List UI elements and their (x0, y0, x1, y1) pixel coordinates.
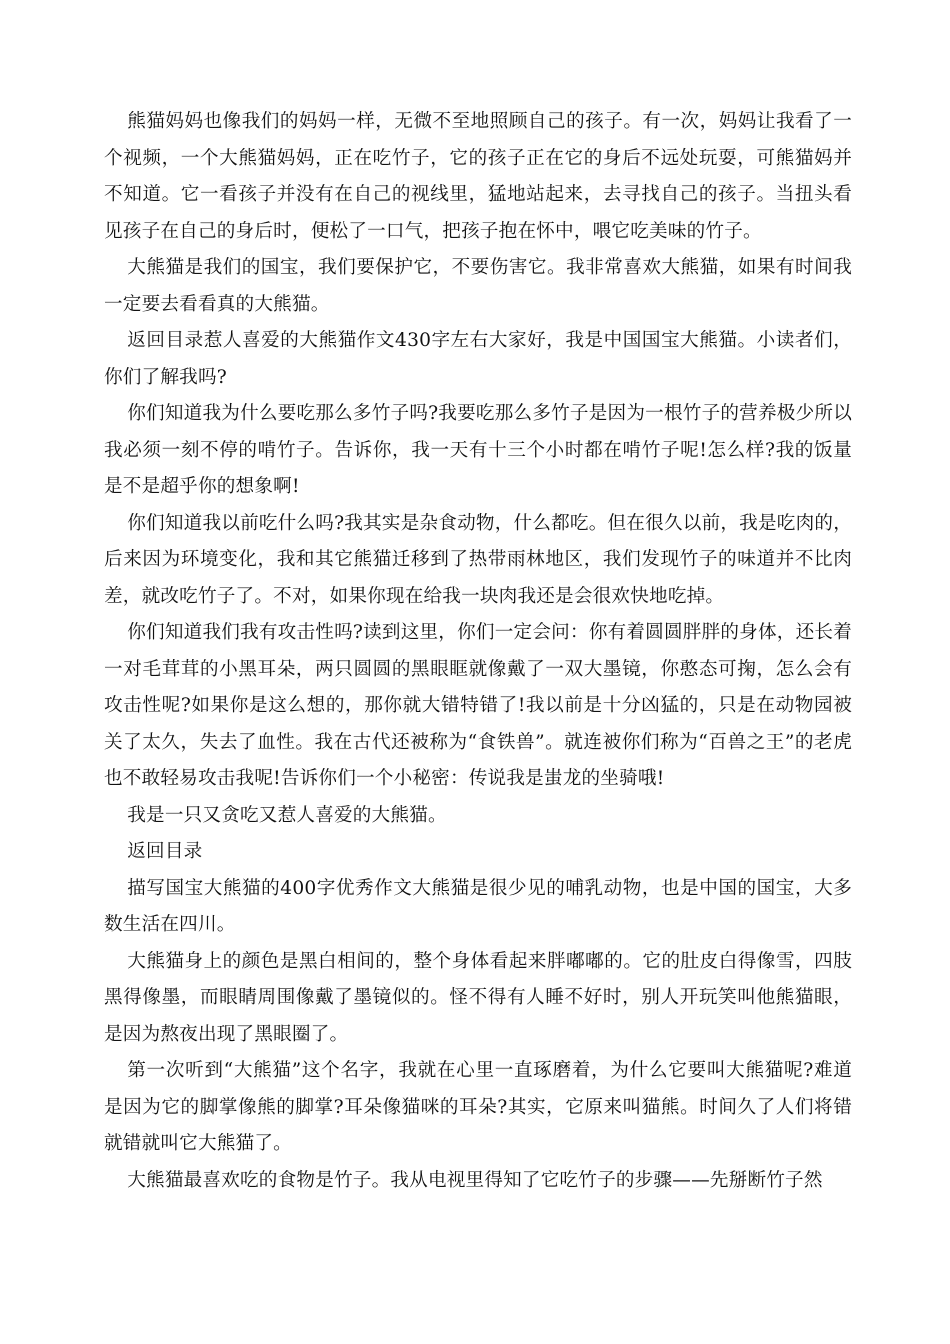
paragraph-10: 大熊猫身上的颜色是黑白相间的，整个身体看起来胖嘟嘟的。它的肚皮白得像雪，四肢黑得像墨，而眼睛周围像戴了墨镜似的。怪不得有人睡不好时，别人开玩笑叫他熊猫眼，是因为熬夜出现了黑眼圈了。 (104, 950, 852, 1045)
paragraph-2: 大熊猫是我们的国宝，我们要保护它，不要伤害它。我非常喜欢大熊猫，如果有时间我一定要去看看真的大熊猫。 (104, 257, 852, 315)
paragraph-7: 我是一只又贪吃又惹人喜爱的大熊猫。 (127, 804, 447, 826)
paragraph-11: 第一次听到“大熊猫”这个名字，我就在心里一直琢磨着，为什么它要叫大熊猫呢?难道是因为它的脚掌像熊的脚掌?耳朵像猫咪的耳朵?其实，它原来叫猫熊。时间久了人们将错就错就叫它大熊猫了。 (104, 1060, 852, 1154)
paragraph-5: 你们知道我以前吃什么吗?我其实是杂食动物，什么都吃。但在很久以前，我是吃肉的，后来因为环境变化，我和其它熊猫迁移到了热带雨林地区，我们发现竹子的味道并不比肉差，就改吃竹子了。不对，如果你现在给我一块肉我还是会很欢快地吃掉。 (104, 512, 852, 607)
paragraph-9: 描写国宝大熊猫的400字优秀作文大熊猫是很少见的哺乳动物，也是中国的国宝，大多数生活在四川。 (104, 877, 852, 935)
document-body (104, 104, 852, 1199)
paragraph-1: 熊猫妈妈也像我们的妈妈一样，无微不至地照顾自己的孩子。有一次，妈妈让我看了一个视频，一个大熊猫妈妈，正在吃竹子，它的孩子正在它的身后不远处玩耍，可熊猫妈并不知道。它一看孩子并没有在自己的视线里，猛地站起来，去寻找自己的孩子。当扭头看见孩子在自己的身后时，便松了一口气，把孩子抱在怀中，喂它吃美味的竹子。 (104, 111, 852, 242)
paragraph-8: 返回目录 (127, 841, 203, 862)
paragraph-4: 你们知道我为什么要吃那么多竹子吗?我要吃那么多竹子是因为一根竹子的营养极少所以我必须一刻不停的啃竹子。告诉你，我一天有十三个小时都在啃竹子呢!怎么样?我的饭量是不是超乎你的想象啊! (104, 403, 852, 497)
paragraph-3: 返回目录惹人喜爱的大熊猫作文430字左右大家好，我是中国国宝大熊猫。小读者们，你们了解我吗? (104, 330, 852, 388)
paragraph-12: 大熊猫最喜欢吃的食物是竹子。我从电视里得知了它吃竹子的步骤——先掰断竹子然 (127, 1169, 823, 1191)
paragraph-6: 你们知道我们我有攻击性吗?读到这里，你们一定会问：你有着圆圆胖胖的身体，还长着一对毛茸茸的小黑耳朵，两只圆圆的黑眼眶就像戴了一双大墨镜，你憨态可掬，怎么会有攻击性呢?如果你是这么想的，那你就大错特错了!我以前是十分凶猛的，只是在动物园被关了太久，失去了血性。我在古代还被称为“食铁兽”。就连被你们称为“百兽之王”的老虎也不敢轻易攻击我呢!告诉你们一个小秘密：传说我是蚩龙的坐骑哦! (104, 622, 852, 789)
